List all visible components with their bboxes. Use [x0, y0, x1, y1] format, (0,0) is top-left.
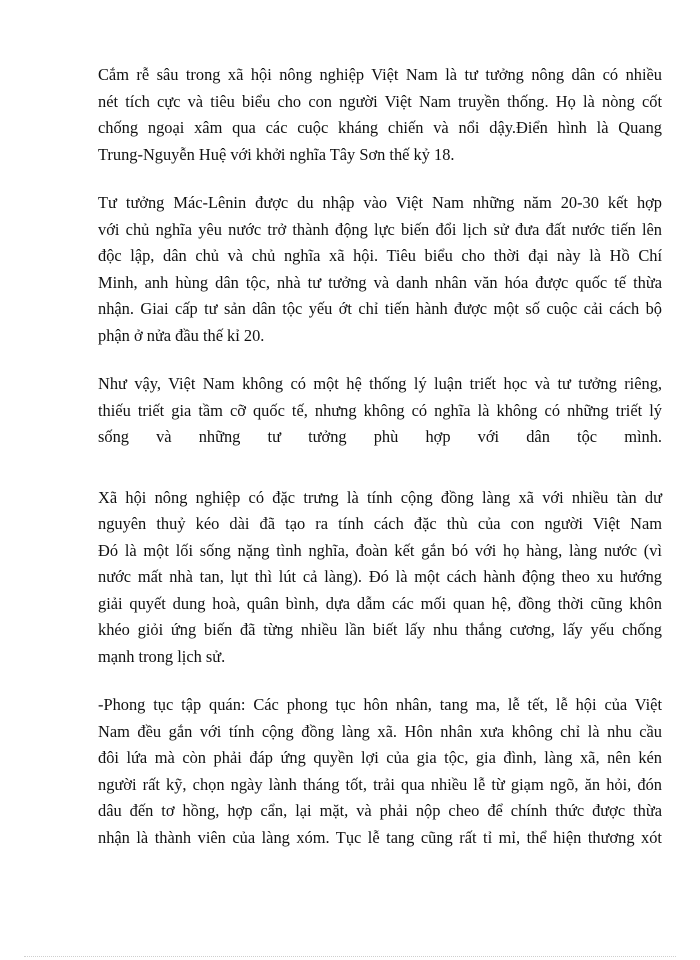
paragraph-line: Cắm rễ sâu trong xã hội nông nghiệp Việt Nam là tư tưởng nông dân có nhiều	[98, 65, 662, 84]
paragraph-village-community	[98, 485, 662, 671]
paragraph-line: khéo giỏi ứng biến đã từng nhiều lần biết lấy nhu thắng cương, lấy yếu chống	[98, 620, 662, 639]
paragraph-line: độc lập, dân chủ và chủ nghĩa xã hội. Tiêu biểu cho thời đại này là Hồ Chí	[98, 246, 662, 265]
paragraph-line: nhận. Giai cấp tư sản dân tộc yếu ớt chỉ tiến hành được một số cuộc cải cách bộ	[98, 299, 662, 318]
paragraph-line: đôi lứa mà còn phải đáp ứng quyền lợi của gia tộc, gia đình, làng xã, nên kén	[98, 748, 662, 767]
page-bottom-divider	[24, 956, 676, 957]
paragraph-line: mạnh trong lịch sử.	[98, 646, 226, 666]
paragraph-line: người rất kỹ, chọn ngày lành tháng tốt, trải qua nhiều lễ từ giạm ngõ, ăn hỏi, đón	[98, 774, 662, 794]
paragraph-line: nhận là thành viên của làng xóm. Tục lễ tang cũng rất tỉ mỉ, thể hiện thương xót	[98, 827, 662, 847]
paragraph-line: Như vậy, Việt Nam không có một hệ thống lý luận triết học và tư tưởng riêng,	[98, 374, 662, 393]
paragraph-line: nguyên thuỷ kéo dài đã tạo ra tính cách đặc thù của con người Việt Nam	[98, 514, 662, 533]
paragraph-line: giải quyết dung hoà, quân bình, dựa dẫm các mối quan hệ, đồng thời cũng khôn	[98, 593, 662, 613]
paragraph-line: Minh, anh hùng dân tộc, nhà tư tưởng và danh nhân văn hóa được quốc tế thừa	[98, 272, 662, 292]
paragraph-line: Tư tưởng Mác-Lênin được du nhập vào Việt Nam những năm 20-30 kết hợp	[98, 193, 662, 212]
paragraph-line: Trung-Nguyễn Huệ với khởi nghĩa Tây Sơn thế kỷ 18.	[98, 144, 455, 164]
paragraph-line: Xã hội nông nghiệp có đặc trưng là tính cộng đồng làng xã với nhiều tàn dư	[98, 487, 662, 507]
paragraph-customs-traditions	[98, 692, 662, 851]
paragraph-line: -Phong tục tập quán: Các phong tục hôn nhân, tang ma, lễ tết, lễ hội của Việt	[98, 695, 662, 714]
paragraph-no-philosophy-system	[98, 371, 662, 451]
paragraph-line: dâu đến tơ hồng, hợp cẩn, lại mặt, và phải nộp cheo để chính thức được thừa	[98, 801, 662, 820]
paragraph-line: Đó là một lối sống nặng tình nghĩa, đoàn kết gắn bó với họ hàng, làng nước (vì	[98, 540, 662, 560]
paragraph-line: nước mất nhà tan, lụt thì lút cả làng). Đó là một cách hành động theo xu hướng	[98, 567, 662, 586]
paragraph-peasant-thought	[98, 62, 662, 168]
paragraph-line: chống ngoại xâm qua các cuộc kháng chiến và nổi dậy.Điển hình là Quang	[98, 118, 662, 137]
paragraph-line: sống và những tư tưởng phù hợp với dân tộc mình.	[98, 427, 662, 446]
paragraph-marxism-leninism	[98, 190, 662, 349]
paragraph-line: Nam đều gắn với tính cộng đồng làng xã. Hôn nhân xưa không chỉ là nhu cầu	[98, 721, 662, 741]
paragraph-line: nét tích cực và tiêu biểu cho con người Việt Nam truyền thống. Họ là nòng cốt	[98, 91, 662, 111]
paragraph-line: với chủ nghĩa yêu nước trở thành động lực biến đổi lịch sử đưa đất nước tiến lên	[98, 219, 662, 239]
paragraph-line: thiếu triết gia tầm cỡ quốc tế, nhưng không có nghĩa là không có những triết lý	[98, 400, 662, 420]
document-body	[98, 62, 662, 851]
paragraph-line: phận ở nửa đầu thế kỉ 20.	[98, 325, 265, 345]
